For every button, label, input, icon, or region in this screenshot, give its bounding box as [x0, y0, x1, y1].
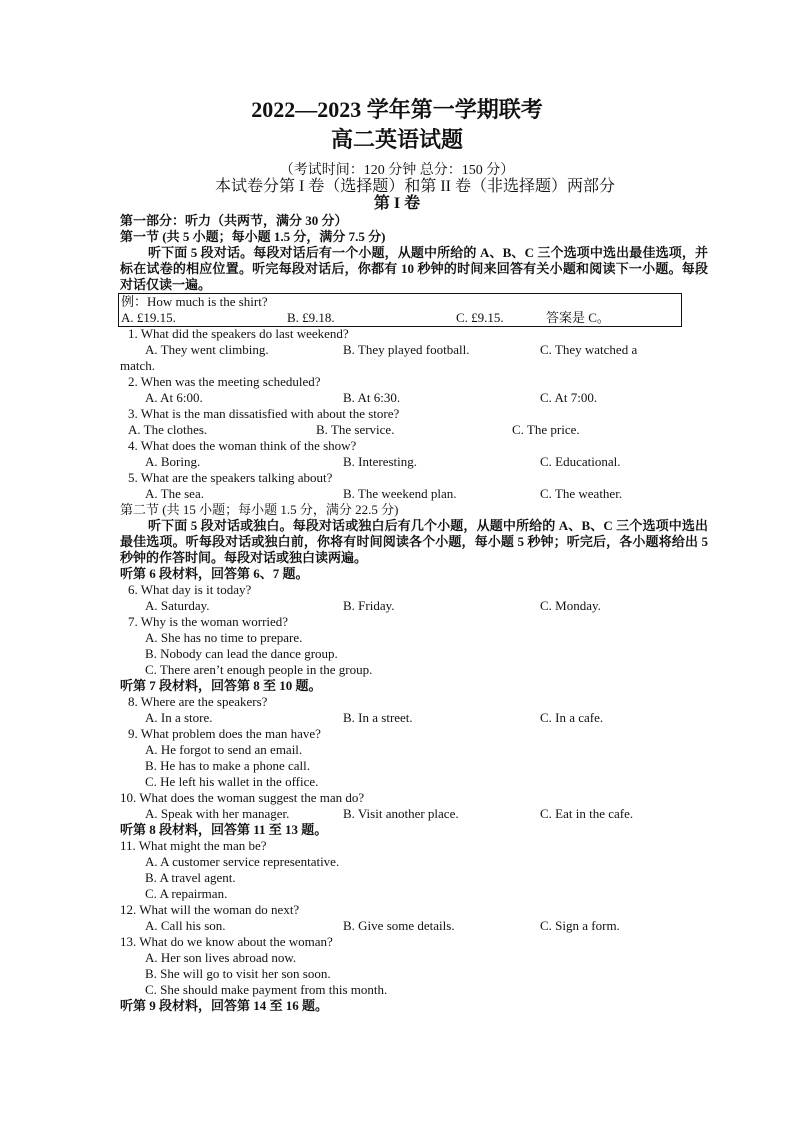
question-stem: 4. What does the woman think of the show?: [128, 438, 357, 453]
option-c: C. Eat in the cafe.: [540, 806, 634, 821]
option-b: B. The service.: [316, 422, 395, 437]
section1-heading: 第一节 (共 5 小题；每小题 1.5 分，满分 7.5 分): [120, 229, 386, 244]
option-a: A. Her son lives abroad now.: [145, 950, 297, 965]
option-b: B. Nobody can lead the dance group.: [145, 646, 338, 661]
option-a: A. She has no time to prepare.: [145, 630, 303, 645]
material-8-heading: 听第 8 段材料，回答第 11 至 13 题。: [120, 822, 328, 837]
option-c: C. They watched a: [540, 342, 638, 357]
example-option-c: C. £9.15.: [456, 310, 504, 325]
option-c: C. There aren’t enough people in the group.: [145, 662, 373, 677]
question-stem: 8. Where are the speakers?: [128, 694, 268, 709]
option-c: C. In a cafe.: [540, 710, 604, 725]
section1-instructions: 听下面 5 段对话。每段对话后有一个小题，从题中所给的 A、B、C 三个选项中选出最佳选项，并标在试卷的相应位置。听完每段对话后，你都有 10 秒钟的时间来回答有关小题和阅读下一小题。每段对话仅读一遍。: [120, 245, 708, 292]
option-b: B. The weekend plan.: [343, 486, 457, 501]
option-c: C. Educational.: [540, 454, 621, 469]
question-stem: 1. What did the speakers do last weekend?: [128, 326, 349, 341]
option-a: A. Boring.: [145, 454, 201, 469]
question-stem: 9. What problem does the man have?: [128, 726, 321, 741]
option-c-continued: match.: [120, 358, 156, 373]
option-c: C. She should make payment from this month.: [145, 982, 388, 997]
question-stem: 11. What might the man be?: [120, 838, 267, 853]
material-7-heading: 听第 7 段材料，回答第 8 至 10 题。: [120, 678, 322, 693]
option-c: C. He left his wallet in the office.: [145, 774, 319, 789]
option-a: A. Speak with her manager.: [145, 806, 290, 821]
paper-structure: 本试卷分第 I 卷（选择题）和第 II 卷（非选择题）两部分: [215, 178, 615, 195]
option-a: A. A customer service representative.: [145, 854, 340, 869]
option-b: B. At 6:30.: [343, 390, 401, 405]
option-a: A. At 6:00.: [145, 390, 203, 405]
option-b: B. She will go to visit her son soon.: [145, 966, 331, 981]
option-c: C. At 7:00.: [540, 390, 598, 405]
example-option-b: B. £9.18.: [287, 310, 335, 325]
option-c: C. A repairman.: [145, 886, 228, 901]
option-b: B. A travel agent.: [145, 870, 236, 885]
question-stem: 12. What will the woman do next?: [120, 902, 300, 917]
question-stem: 10. What does the woman suggest the man do?: [120, 790, 365, 805]
option-b: B. Friday.: [343, 598, 395, 613]
question-stem: 6. What day is it today?: [128, 582, 252, 597]
option-a: A. In a store.: [145, 710, 213, 725]
option-a: A. They went climbing.: [145, 342, 269, 357]
volume-heading: 第 I 卷: [373, 195, 421, 212]
exam-title: 2022—2023 学年第一学期联考: [251, 97, 543, 122]
option-b: B. They played football.: [343, 342, 470, 357]
option-a: A. He forgot to send an email.: [145, 742, 303, 757]
option-c: C. Monday.: [540, 598, 601, 613]
option-b: B. He has to make a phone call.: [145, 758, 310, 773]
option-a: A. The sea.: [145, 486, 204, 501]
option-c: C. The weather.: [540, 486, 623, 501]
exam-subtitle: 高二英语试题: [330, 127, 463, 152]
section2-instructions: 听下面 5 段对话或独白。每段对话或独白后有几个小题，从题中所给的 A、B、C 三个选项中选出最佳选项。听每段对话或独白前，你将有时间阅读各个小题，每小题 5 秒钟；听完后，各小题将给出 5 秒钟的作答时间。每段对话或独白读两遍。: [120, 518, 708, 565]
material-6-heading: 听第 6 段材料，回答第 6、7 题。: [120, 566, 309, 581]
part1-heading: 第一部分：听力（共两节，满分 30 分）: [120, 213, 348, 228]
option-b: B. Interesting.: [343, 454, 418, 469]
question-stem: 2. When was the meeting scheduled?: [128, 374, 321, 389]
option-a: A. Saturday.: [145, 598, 210, 613]
section2-heading: 第二节 (共 15 小题；每小题 1.5 分，满分 22.5 分): [120, 502, 399, 517]
option-a: A. Call his son.: [145, 918, 226, 933]
question-stem: 3. What is the man dissatisfied with about the store?: [128, 406, 400, 421]
question-stem: 7. Why is the woman worried?: [128, 614, 289, 629]
example-option-a: A. £19.15.: [121, 310, 176, 325]
example-answer: 答案是 C。: [546, 310, 610, 325]
option-b: B. Give some details.: [343, 918, 455, 933]
material-9-heading: 听第 9 段材料，回答第 14 至 16 题。: [120, 998, 329, 1013]
option-c: C. Sign a form.: [540, 918, 620, 933]
example-question: 例：How much is the shirt?: [121, 294, 268, 309]
question-stem: 13. What do we know about the woman?: [120, 934, 333, 949]
option-b: B. Visit another place.: [343, 806, 459, 821]
option-b: B. In a street.: [343, 710, 413, 725]
exam-info: （考试时间：120 分钟 总分：150 分）: [279, 163, 515, 178]
question-stem: 5. What are the speakers talking about?: [128, 470, 333, 485]
option-a: A. The clothes.: [128, 422, 208, 437]
option-c: C. The price.: [512, 422, 580, 437]
